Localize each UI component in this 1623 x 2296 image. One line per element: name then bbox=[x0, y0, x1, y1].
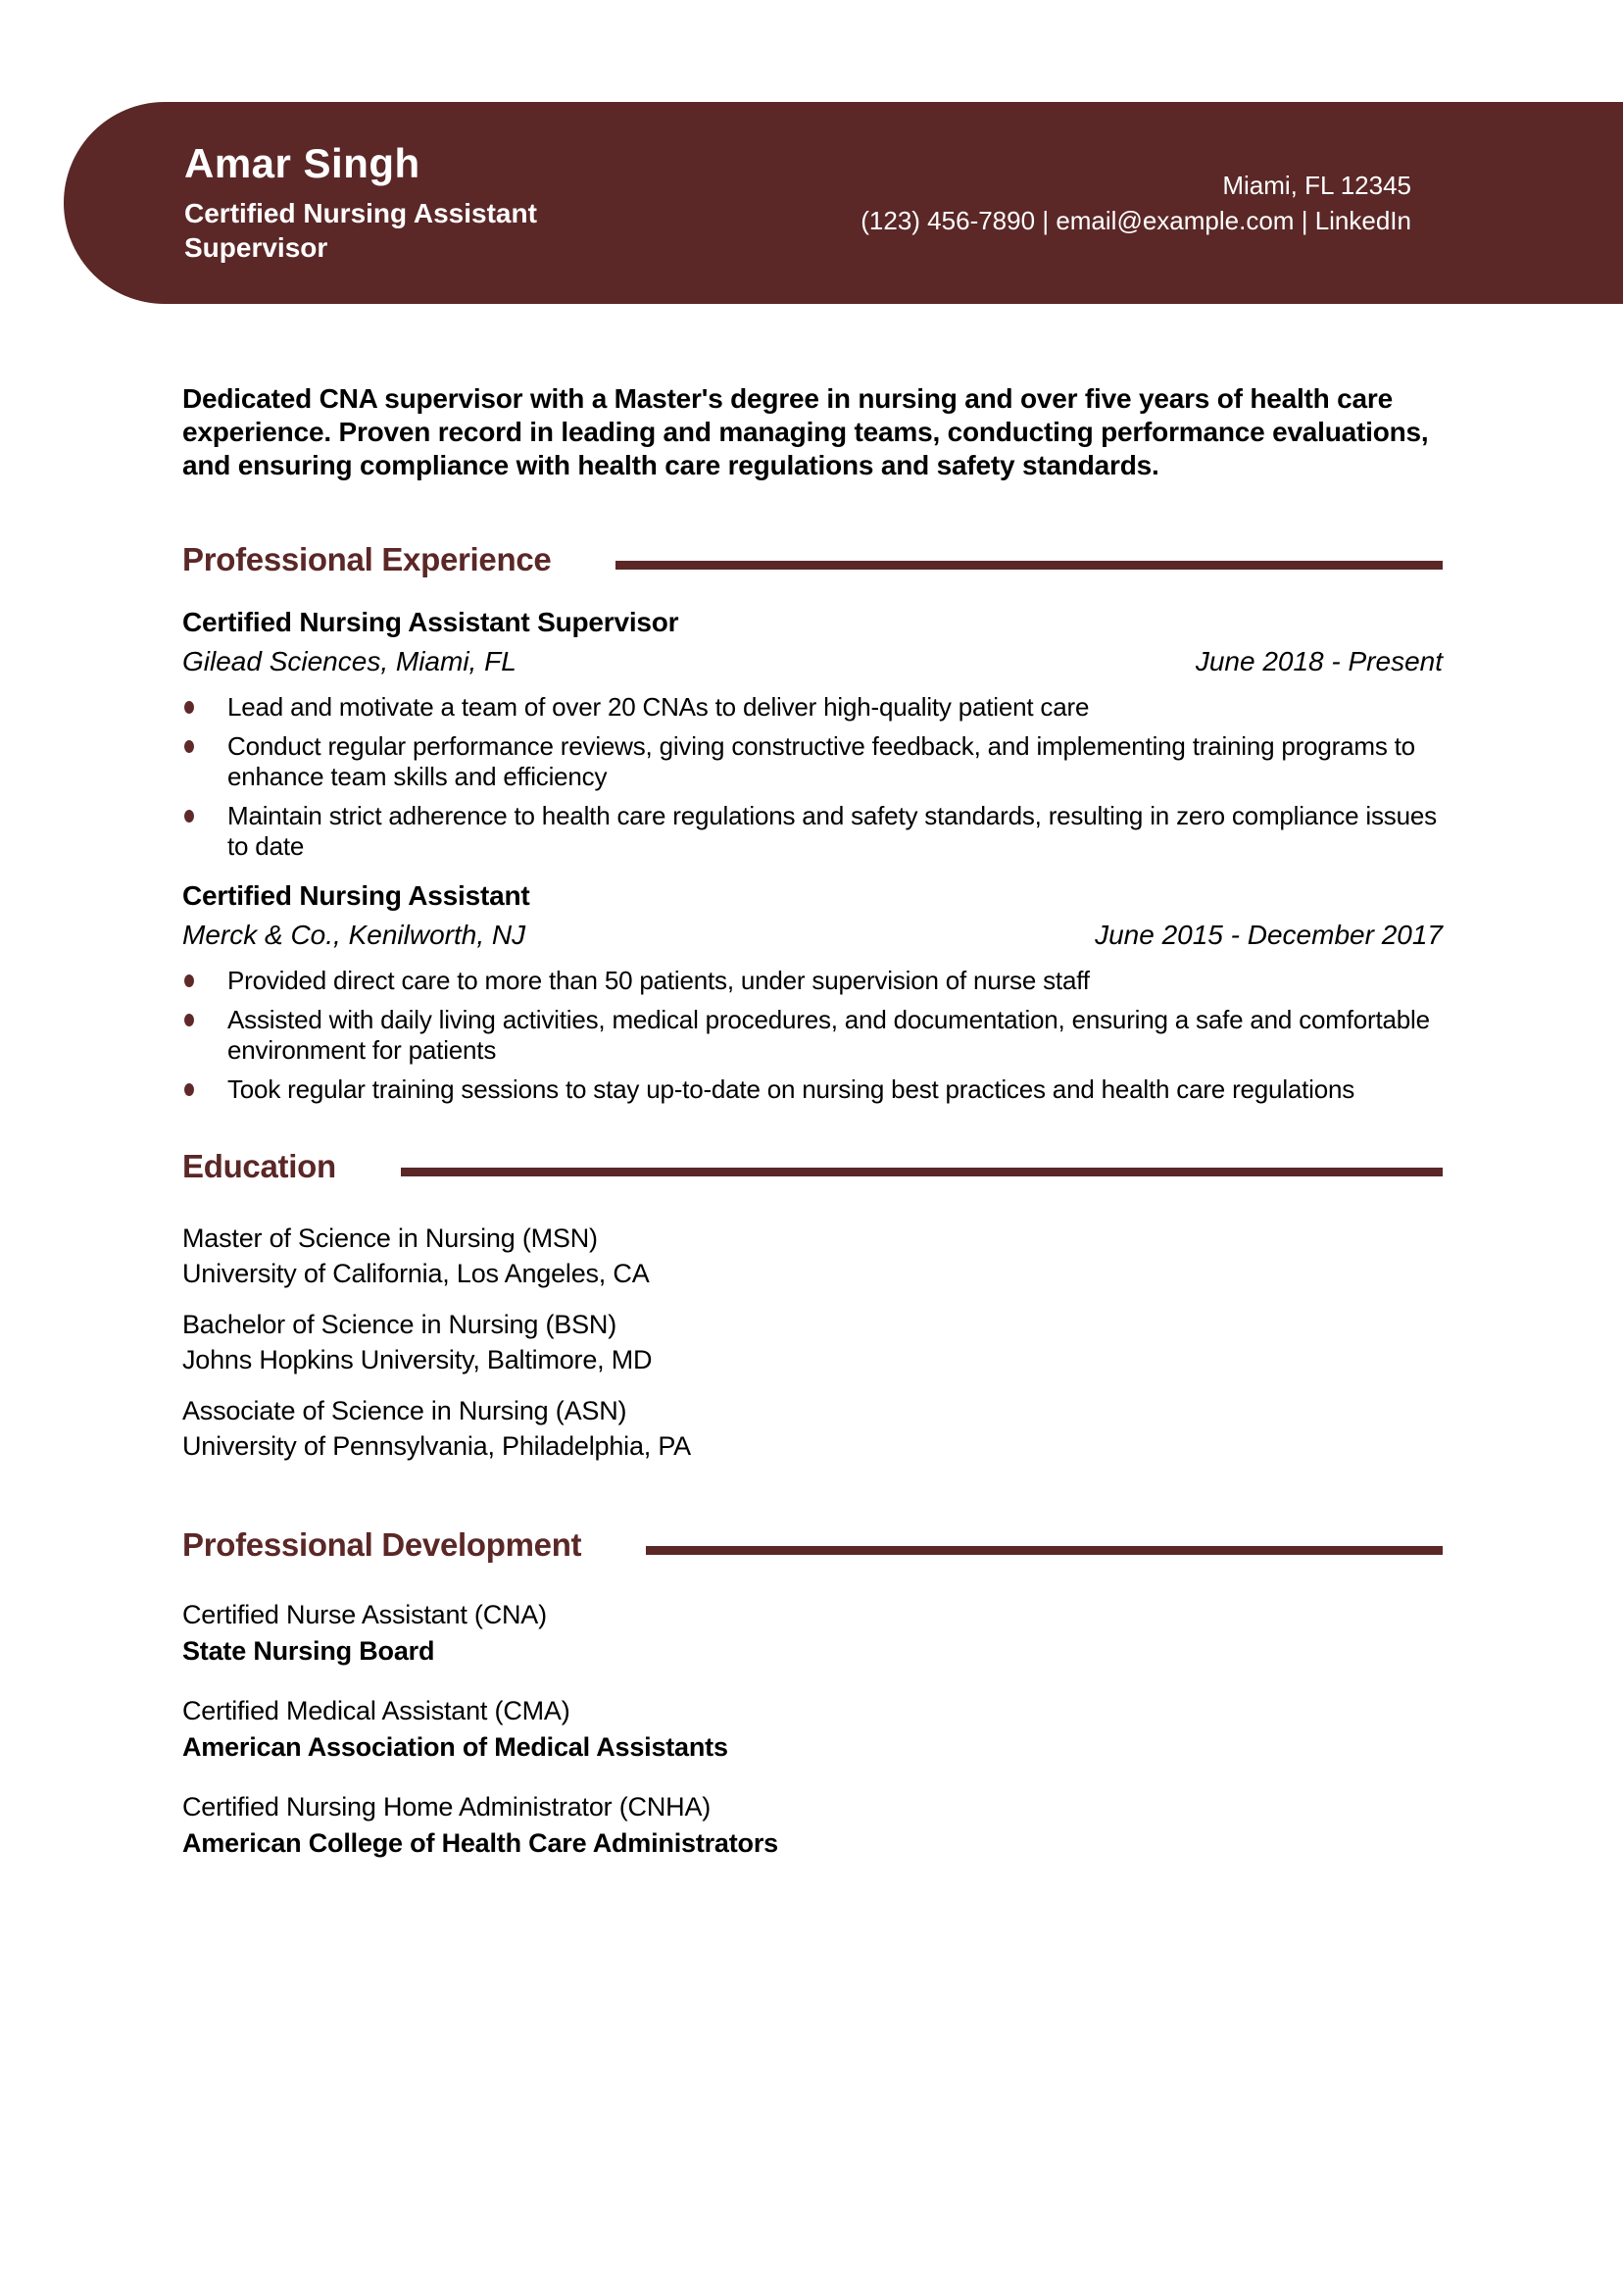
school: University of Pennsylvania, Philadelphia, PA bbox=[182, 1431, 691, 1461]
school: University of California, Los Angeles, CA bbox=[182, 1259, 650, 1288]
bullet-text: Conduct regular performance reviews, giving constructive feedback, and implementing training programs to enhance team skills and efficiency bbox=[227, 731, 1415, 791]
section-education bbox=[182, 1148, 1443, 1464]
bullet-item bbox=[182, 692, 1443, 723]
issuing-organization: American College of Health Care Administrators bbox=[182, 1828, 778, 1858]
contact-email: email@example.com bbox=[1056, 206, 1295, 235]
job-company: Merck & Co., Kenilworth, NJ bbox=[182, 920, 526, 950]
certification-entry bbox=[182, 1597, 1443, 1670]
bullet-text: Assisted with daily living activities, medical procedures, and documentation, ensuring a safe and comfortable environment for patients bbox=[227, 1005, 1430, 1065]
bullet-item bbox=[182, 1074, 1443, 1105]
job-entry bbox=[182, 606, 1443, 862]
degree: Bachelor of Science in Nursing (BSN) bbox=[182, 1310, 616, 1339]
bullet-icon bbox=[184, 974, 194, 987]
summary-text: Dedicated CNA supervisor with a Master's degree in nursing and over five years of health care experience. Proven record in leading and managing teams, conducting performance evaluations, and ensuring compliance with health care regulations and safety standards. bbox=[182, 383, 1429, 480]
job-company: Gilead Sciences, Miami, FL bbox=[182, 646, 516, 676]
contact-linkedin-link[interactable]: LinkedIn bbox=[1314, 206, 1411, 235]
job-dates: June 2018 - Present bbox=[1195, 646, 1443, 676]
bullet-text: Took regular training sessions to stay up-to-date on nursing best practices and health care regulations bbox=[227, 1074, 1355, 1104]
bullet-icon bbox=[184, 740, 194, 753]
person-job-title: Certified Nursing Assistant Supervisor bbox=[184, 198, 537, 264]
bullet-list bbox=[182, 966, 1443, 1105]
section-professional-experience bbox=[182, 541, 1443, 1105]
section-title: Professional Development bbox=[182, 1526, 582, 1563]
section-header bbox=[182, 541, 1443, 578]
section-professional-development bbox=[182, 1526, 1443, 1862]
development-list bbox=[182, 1597, 1443, 1862]
bullet-icon bbox=[184, 1014, 194, 1026]
job-title: Certified Nursing Assistant bbox=[182, 880, 530, 911]
bullet-icon bbox=[184, 810, 194, 823]
bullet-list bbox=[182, 692, 1443, 862]
section-title: Professional Experience bbox=[182, 541, 552, 577]
section-divider bbox=[401, 1168, 1443, 1176]
education-entry bbox=[182, 1221, 1443, 1291]
contact-phone: (123) 456-7890 bbox=[861, 206, 1036, 235]
section-header bbox=[182, 1526, 1443, 1564]
issuing-organization: American Association of Medical Assistants bbox=[182, 1732, 728, 1762]
contact-line bbox=[861, 203, 1411, 238]
certification-entry bbox=[182, 1789, 1443, 1862]
degree: Master of Science in Nursing (MSN) bbox=[182, 1223, 598, 1253]
section-header bbox=[182, 1148, 1443, 1185]
header-band bbox=[64, 102, 1623, 304]
section-divider bbox=[615, 561, 1443, 570]
education-entry bbox=[182, 1393, 1443, 1464]
contact-separator: | bbox=[1301, 206, 1308, 235]
job-meta bbox=[182, 919, 1443, 952]
certification-name: Certified Nursing Home Administrator (CNHA) bbox=[182, 1792, 712, 1822]
resume-body bbox=[0, 304, 1623, 1862]
school: Johns Hopkins University, Baltimore, MD bbox=[182, 1345, 653, 1374]
job-entry bbox=[182, 879, 1443, 1105]
certification-entry bbox=[182, 1693, 1443, 1766]
certification-name: Certified Medical Assistant (CMA) bbox=[182, 1696, 570, 1725]
job-meta bbox=[182, 645, 1443, 678]
contact-location: Miami, FL 12345 bbox=[1222, 170, 1411, 200]
bullet-text: Provided direct care to more than 50 patients, under supervision of nurse staff bbox=[227, 966, 1090, 995]
job-title: Certified Nursing Assistant Supervisor bbox=[182, 607, 679, 637]
certification-name: Certified Nurse Assistant (CNA) bbox=[182, 1600, 547, 1629]
degree: Associate of Science in Nursing (ASN) bbox=[182, 1396, 627, 1425]
job-dates: June 2015 - December 2017 bbox=[1095, 920, 1443, 950]
bullet-item bbox=[182, 1005, 1443, 1066]
bullet-text: Maintain strict adherence to health care regulations and safety standards, resulting in zero compliance issues to date bbox=[227, 801, 1437, 861]
section-title: Education bbox=[182, 1148, 336, 1184]
bullet-item bbox=[182, 801, 1443, 862]
education-entry bbox=[182, 1307, 1443, 1377]
bullet-item bbox=[182, 966, 1443, 996]
issuing-organization: State Nursing Board bbox=[182, 1636, 435, 1666]
identity-block bbox=[184, 141, 674, 265]
education-list bbox=[182, 1221, 1443, 1464]
section-divider bbox=[646, 1546, 1443, 1555]
bullet-text: Lead and motivate a team of over 20 CNAs to deliver high-quality patient care bbox=[227, 692, 1090, 722]
bullet-icon bbox=[184, 1083, 194, 1096]
bullet-item bbox=[182, 731, 1443, 792]
bullet-icon bbox=[184, 701, 194, 714]
contact-block bbox=[861, 168, 1411, 239]
person-name: Amar Singh bbox=[184, 139, 420, 186]
contact-separator: | bbox=[1042, 206, 1050, 235]
